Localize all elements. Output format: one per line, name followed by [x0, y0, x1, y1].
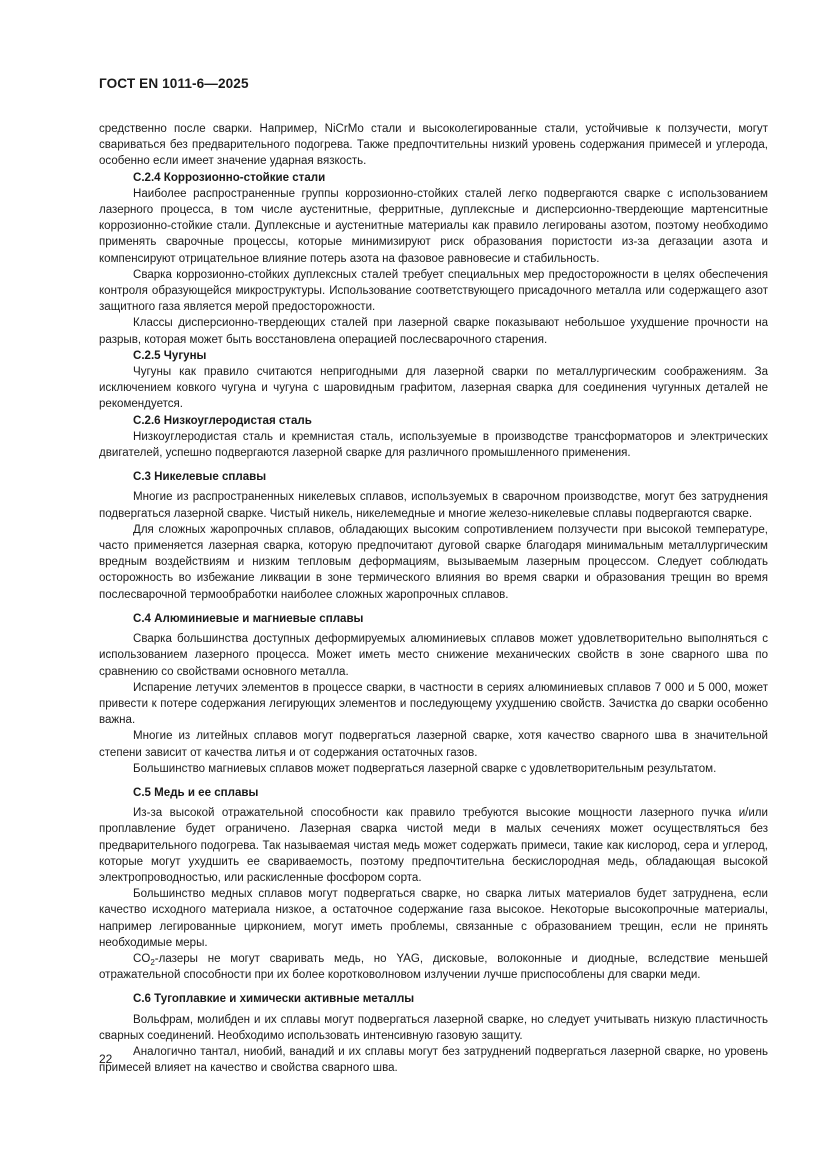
paragraph: Наиболее распространенные группы коррозионно-стойких сталей легко подвергаются сварке с использованием лазерного процесса, в том числе аустенитные, ферритные, дуплексные и дисперсионно-твердеющие мартенситные коррозионно-стойкие стали. Дуплексные и аустенитные материалы как правило легированы азотом, поэтому необходимо применять сварочные процессы, которые минимизируют риск образования пористости из-за дегазации азота и компенсируют отрицательное влияние потерь азота на фазовое равновесие и стабильность. — [99, 187, 768, 265]
paragraph: Многие из распространенных никелевых сплавов, используемых в сварочном производстве, могут без затруднения подвергаться лазерной сварке. Чистый никель, никелемедные и многие железо-никелевые сплавы подвергаются сварке. — [99, 491, 768, 520]
section-heading-c4: С.4 Алюминиевые и магниевые сплавы — [133, 612, 364, 625]
paragraph: Большинство магниевых сплавов может подвергаться лазерной сварке с удовлетворительным результатом. — [133, 762, 717, 775]
paragraph: Классы дисперсионно-твердеющих сталей при лазерной сварке показывают небольшое ухудшение прочности на разрыв, которая может быть восстановлена операцией послесварочного старения. — [99, 317, 768, 346]
paragraph: Чугуны как правило считаются непригодными для лазерной сварки по металлургическим соображениям. За исключением ковкого чугуна и чугуна с шаровидным графитом, лазерная сварка для соединения чугунных деталей не рекомендуется. — [99, 366, 768, 411]
paragraph: Испарение летучих элементов в процессе сварки, в частности в сериях алюминиевых сплавов 7 000 и 5 000, может привести к потере содержания легирующих элементов и последующему ухудшению свойств. Зачистка до сварки особенно важна. — [99, 681, 768, 727]
page-number: 22 — [99, 1052, 113, 1066]
section-heading-c26: С.2.6 Низкоуглеродистая сталь — [133, 414, 312, 427]
document-header-title: ГОСТ EN 1011-6—2025 — [99, 76, 249, 91]
section-heading-c5: С.5 Медь и ее сплавы — [133, 786, 259, 799]
paragraph: Низкоуглеродистая сталь и кремнистая сталь, используемые в производстве трансформаторов и электрических двигателей, успешно подвергаются лазерной сварке для различного промышленного применения. — [99, 430, 768, 460]
paragraph: Многие из литейных сплавов могут подвергаться лазерной сварке, хотя качество сварного шва в значительной степени зависит от качества литья и от содержания остаточных газов. — [99, 730, 768, 759]
co2-text: CO — [133, 952, 151, 965]
paragraph: Для сложных жаропрочных сплавов, обладающих высоким сопротивлением ползучести при высокой температуре, часто применяется лазерная сварка, которую предпочитают дуговой сварке благодаря минимальным металлургическим вредным воздействиям и низким тепловым деформациям, вызываемым лазерным процессом. Следует соблюдать осторожность во избежание ликвации в зоне термического влияния во время сварки и образования трещин во время послесварочной термообработки наиболее сложных жаропрочных сплавов. — [99, 523, 768, 601]
paragraph-co2 — [99, 951, 768, 983]
section-heading-c25: С.2.5 Чугуны — [133, 349, 207, 362]
section-heading-c3: С.3 Никелевые сплавы — [133, 471, 267, 484]
co2-rest-text: -лазеры не могут сваривать медь, но YAG, дисковые, волоконные и диодные, вследствие меньшей отражательной способности при их более коротковолновом излучении лучше приспособлены для сварки меди. — [99, 952, 768, 982]
paragraph: Вольфрам, молибден и их сплавы могут подвергаться лазерной сварке, но следует учитывать низкую пластичность сварных соединений. Необходимо использовать интенсивную газовую защиту. — [99, 1013, 768, 1042]
paragraph: Аналогично тантал, ниобий, ванадий и их сплавы могут без затруднений подвергаться лазерной сварке, но уровень примесей влияет на качество и свойства сварного шва. — [99, 1045, 768, 1075]
document-body — [99, 121, 768, 1076]
paragraph: Сварка большинства доступных деформируемых алюминиевых сплавов может удовлетворительно выполняться с использованием лазерного процесса. Может иметь место снижение механических свойств в зоне сварного шва по сравнению со свойствами основного металла. — [99, 633, 768, 678]
co2-subscript: 2 — [150, 957, 155, 967]
paragraph: Большинство медных сплавов могут подвергаться сварке, но сварка литых материалов будет затруднена, если качество исходного материала низкое, а остаточное содержание газа высокое. Некоторые высокопрочные материалы, например легированные цирконием, могут иметь проблемы, связанные с образованием трещин, если не принять необходимые меры. — [99, 888, 768, 949]
continuation-paragraph: средственно после сварки. Например, NiCrMo стали и высоколегированные стали, устойчивые к ползучести, могут свариваться без предварительного подогрева. Также предпочтительны низкий уровень содержания примесей и углерода, особенно если имеет значение ударная вязкость. — [99, 123, 768, 168]
paragraph: Сварка коррозионно-стойких дуплексных сталей требует специальных мер предосторожности в целях обеспечения контроля образующейся микроструктуры. Использование соответствующего присадочного металла или содержащего азот защитного газа является мерой предосторожности. — [99, 268, 768, 314]
section-heading-c6: С.6 Тугоплавкие и химически активные металлы — [133, 993, 415, 1006]
paragraph: Из-за высокой отражательной способности как правило требуются высокие мощности лазерного пучка и/или проплавление будет ограничено. Лазерная сварка чистой меди в малых сечениях может осуществляться без предварительного подогрева. Так называемая чистая медь может содержать примеси, такие как кислород, сера и углерод, которые могут ухудшить ее свариваемость, поэтому предпочтительна бескислородная медь, обладающая высокой электропроводностью, или раскисленные фосфором сорта. — [99, 807, 768, 884]
section-heading-c24: С.2.4 Коррозионно-стойкие стали — [133, 171, 326, 184]
